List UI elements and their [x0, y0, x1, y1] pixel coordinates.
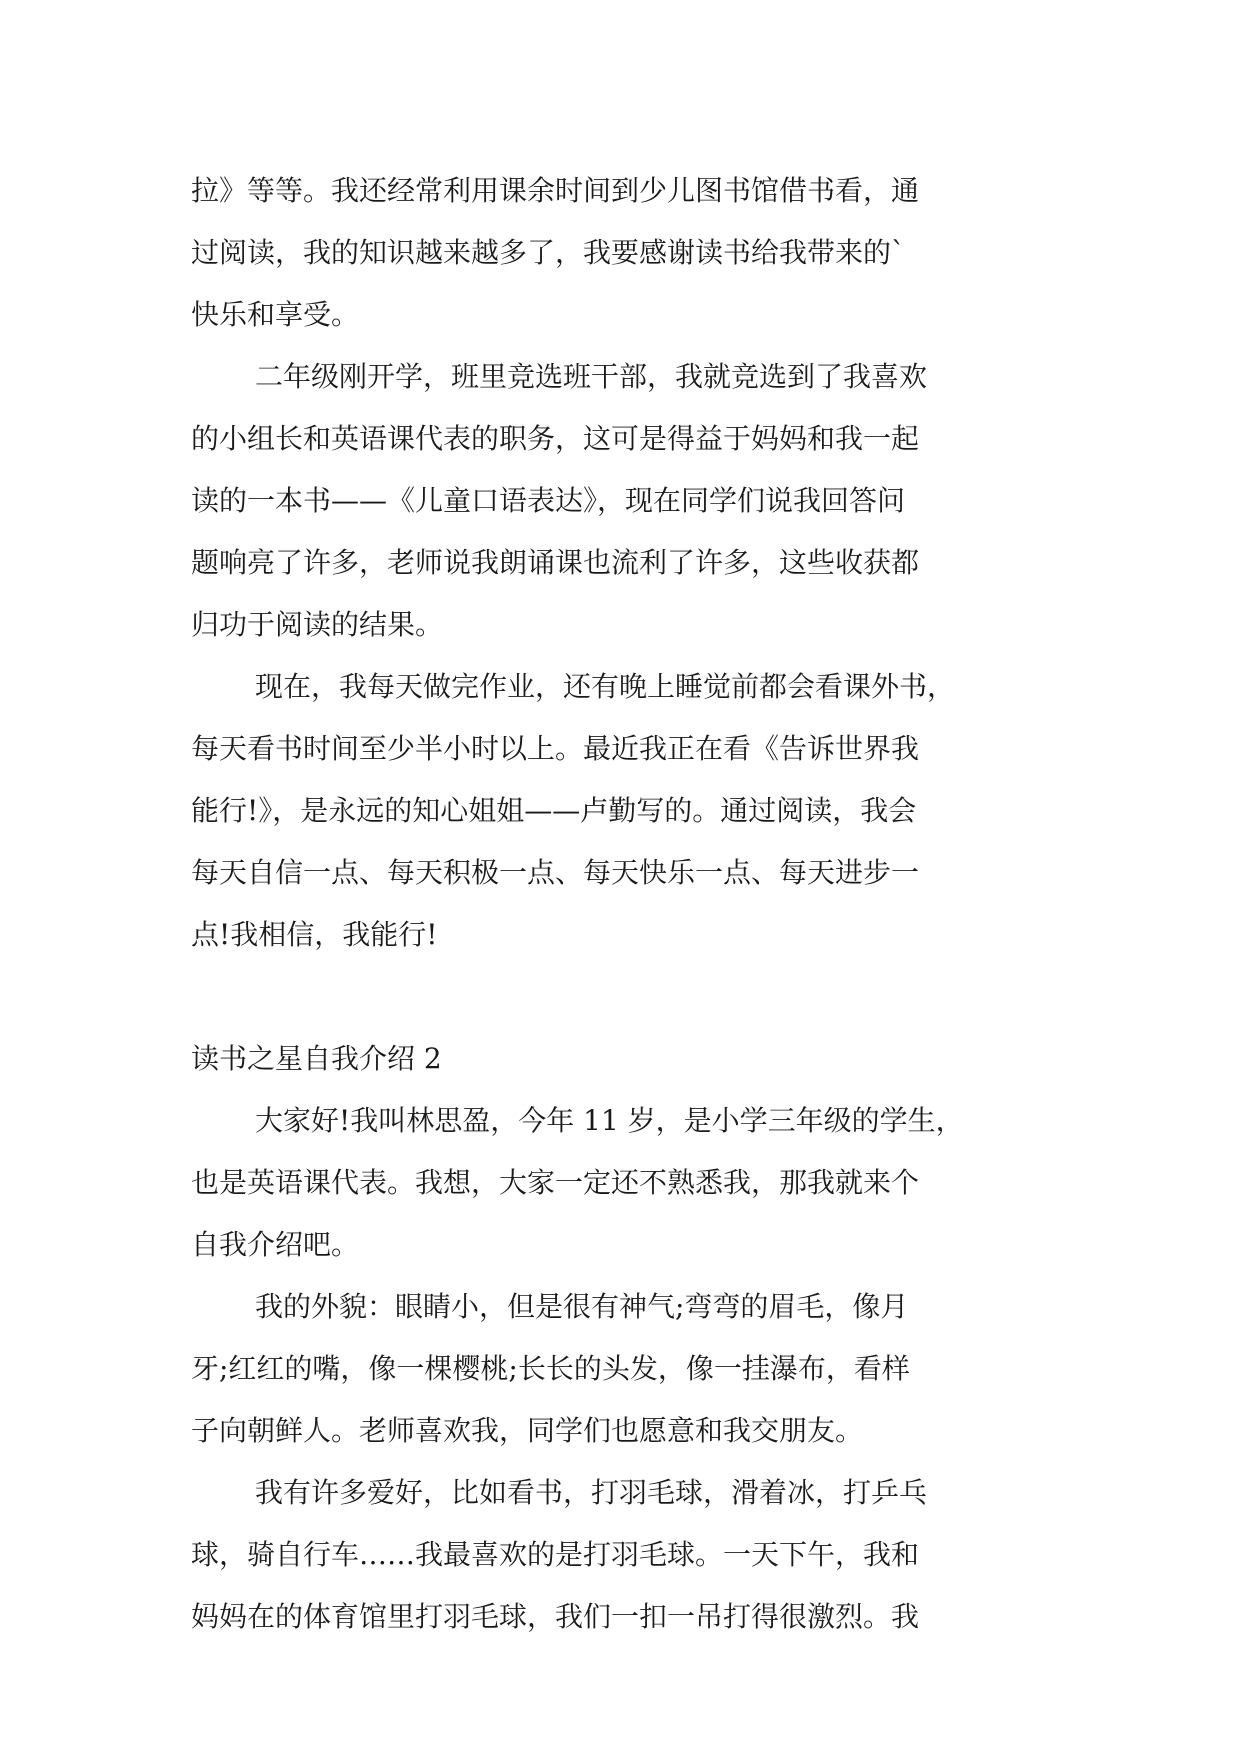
text-line: 题响亮了许多，老师说我朗诵课也流利了许多，这些收获都	[191, 546, 920, 579]
paragraph	[191, 656, 1051, 966]
text-line: 自我介绍吧。	[191, 1228, 360, 1261]
text-line: 能行!》，是永远的知心姐姐——卢勤写的。通过阅读，我会	[191, 794, 917, 827]
paragraph	[191, 160, 1051, 346]
text-line: 归功于阅读的结果。	[191, 608, 444, 641]
text-line: 现在，我每天做完作业，还有晚上睡觉前都会看课外书，	[255, 670, 956, 703]
text-line: 牙;红红的嘴，像一棵樱桃;长长的头发，像一挂瀑布，看样	[191, 1352, 910, 1385]
text-line: 拉》等等。我还经常利用课余时间到少儿图书馆借书看，通	[191, 174, 920, 207]
paragraph	[191, 1276, 1051, 1462]
text-line: 二年级刚开学，班里竞选班干部，我就竞选到了我喜欢	[255, 360, 928, 393]
text-line: 大家好!我叫林思盈，今年 11 岁，是小学三年级的学生，	[255, 1104, 964, 1137]
text-line: 妈妈在的体育馆里打羽毛球，我们一扣一吊打得很激烈。我	[191, 1600, 920, 1633]
text-line: 我有许多爱好，比如看书，打羽毛球，滑着冰，打乒乓	[255, 1476, 928, 1509]
text-line: 每天自信一点、每天积极一点、每天快乐一点、每天进步一	[191, 856, 920, 889]
text-line: 球，骑自行车……我最喜欢的是打羽毛球。一天下午，我和	[191, 1538, 920, 1571]
text-line: 过阅读，我的知识越来越多了，我要感谢读书给我带来的`	[191, 236, 906, 269]
text-line: 点!我相信，我能行!	[191, 918, 438, 951]
document-body	[191, 160, 1051, 1648]
text-line: 每天看书时间至少半小时以上。最近我正在看《告诉世界我	[191, 732, 920, 765]
text-line: 读的一本书——《儿童口语表达》，现在同学们说我回答问	[191, 484, 906, 517]
text-line: 我的外貌：眼睛小，但是很有神气;弯弯的眉毛，像月	[255, 1290, 909, 1323]
spacer	[191, 966, 1051, 1028]
paragraph	[191, 346, 1051, 656]
paragraph	[191, 1462, 1051, 1648]
section-title: 读书之星自我介绍 2	[191, 1042, 442, 1075]
text-line: 快乐和享受。	[191, 298, 360, 331]
text-line: 子向朝鲜人。老师喜欢我，同学们也愿意和我交朋友。	[191, 1414, 864, 1447]
paragraph	[191, 1090, 1051, 1276]
text-line: 也是英语课代表。我想，大家一定还不熟悉我，那我就来个	[191, 1166, 920, 1199]
text-line: 的小组长和英语课代表的职务，这可是得益于妈妈和我一起	[191, 422, 920, 455]
